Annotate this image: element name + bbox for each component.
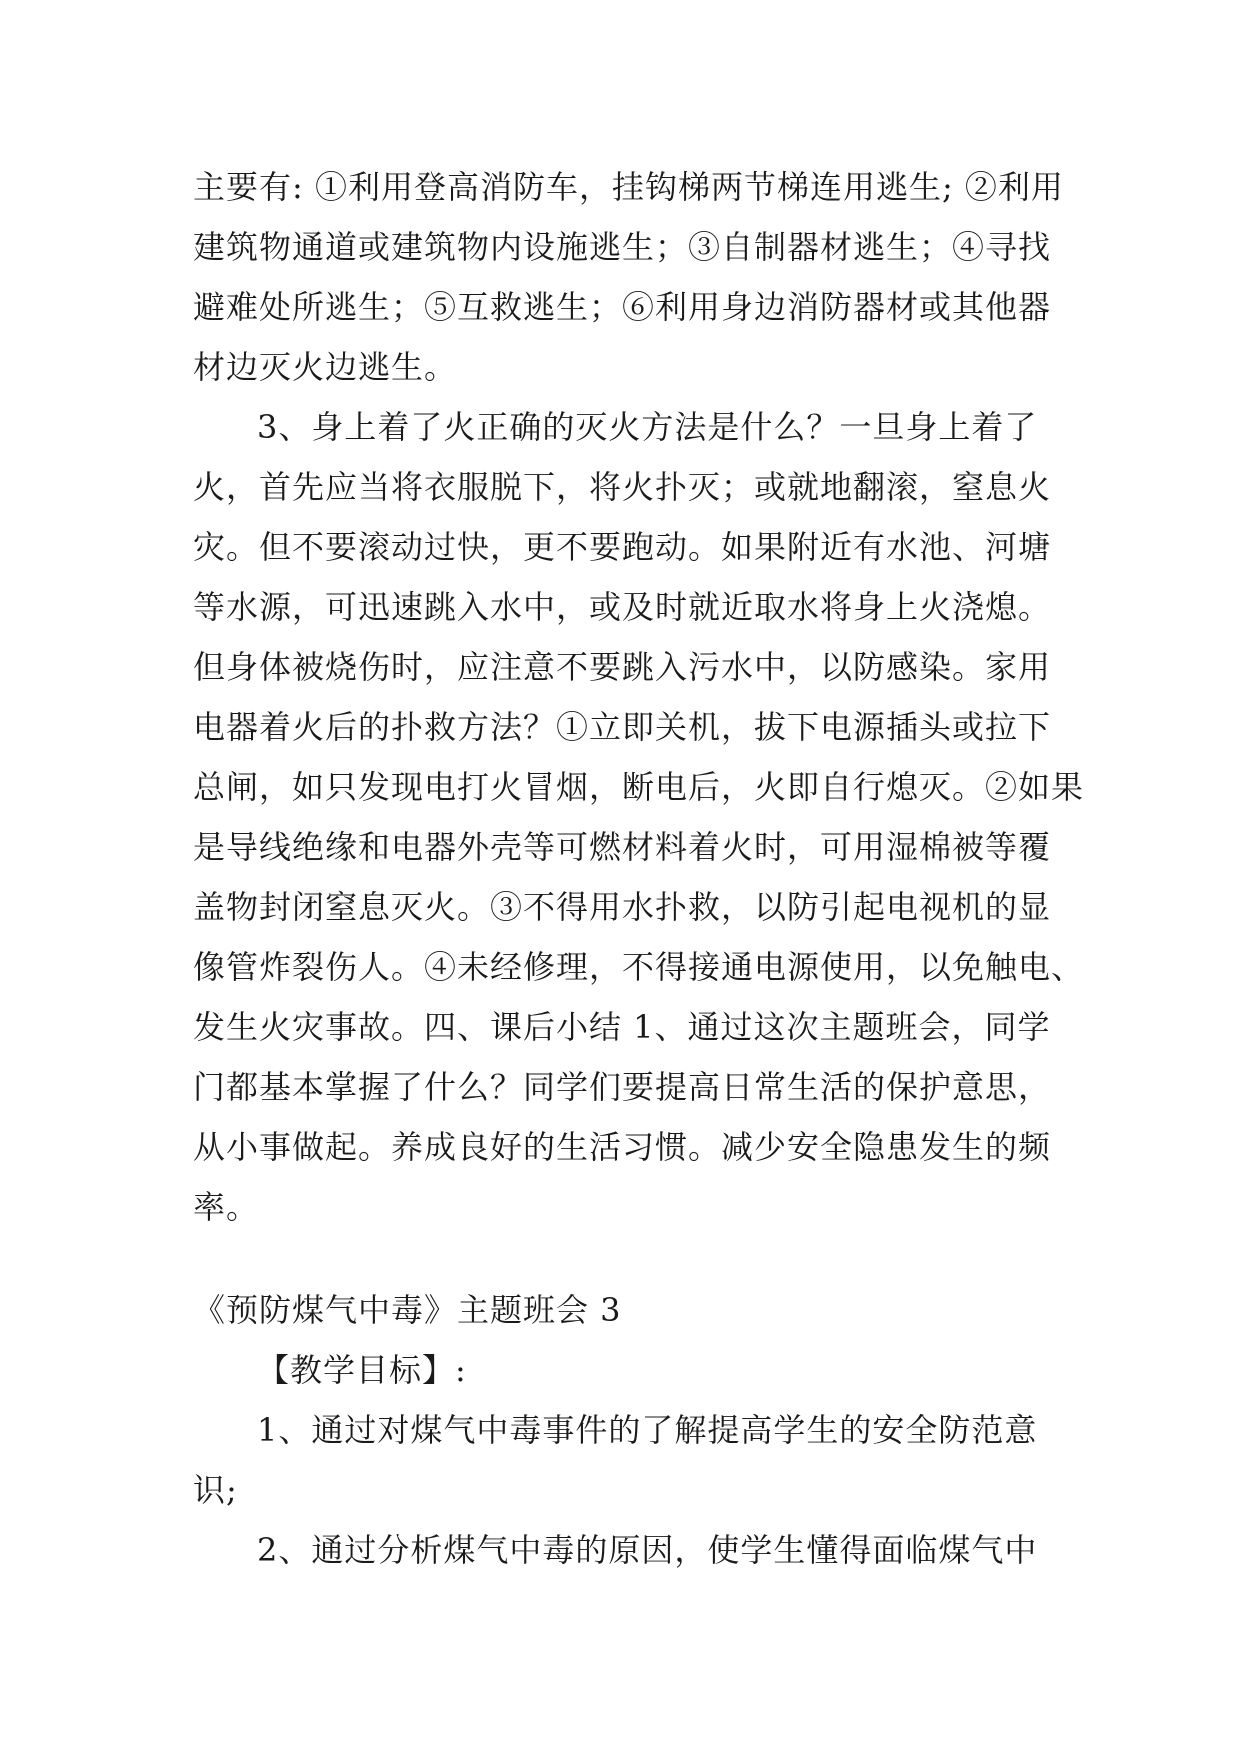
paragraph-start-line: 3、身上着了火正确的灭火方法是什么？一旦身上着了: [257, 408, 1038, 446]
text-line: 灾。但不要滚动过快，更不要跑动。如果附近有水池、河塘: [193, 528, 1052, 566]
text-line: 火，首先应当将衣服脱下，将火扑灭；或就地翻滚，窒息火: [193, 468, 1052, 506]
text-line: 避难处所逃生；⑤互救逃生；⑥利用身边消防器材或其他器: [193, 288, 1052, 326]
text-line: 材边灭火边逃生。: [193, 348, 458, 386]
text-line: 识;: [193, 1471, 238, 1509]
text-line: 发生火灾事故。四、课后小结 1、通过这次主题班会，同学: [193, 1008, 1051, 1046]
text-line: 率。: [193, 1188, 260, 1226]
text-line: 是导线绝缘和电器外壳等可燃材料着火时，可用湿棉被等覆: [193, 828, 1052, 866]
text-line: 等水源，可迅速跳入水中，或及时就近取水将身上火浇熄。: [193, 588, 1052, 626]
section-title: 《预防煤气中毒》主题班会 3: [193, 1291, 622, 1329]
text-line: 盖物封闭窒息灭火。③不得用水扑救，以防引起电视机的显: [193, 888, 1052, 926]
text-line: 主要有: ①利用登高消防车，挂钩梯两节梯连用逃生; ②利用: [193, 168, 1064, 206]
text-line: 像管炸裂伤人。④未经修理，不得接通电源使用，以免触电、: [193, 948, 1085, 986]
text-line: 电器着火后的扑救方法？①立即关机，拔下电源插头或拉下: [193, 708, 1052, 746]
text-line: 从小事做起。养成良好的生活习惯。减少安全隐患发生的频: [193, 1128, 1052, 1166]
paragraph-start-line: 2、通过分析煤气中毒的原因，使学生懂得面临煤气中: [257, 1531, 1038, 1569]
text-line: 门都基本掌握了什么？同学们要提高日常生活的保护意思，: [193, 1068, 1052, 1106]
text-line: 总闸，如只发现电打火冒烟，断电后，火即自行熄灭。②如果: [193, 768, 1085, 806]
paragraph-start-line: 1、通过对煤气中毒事件的了解提高学生的安全防范意: [257, 1411, 1038, 1449]
subsection-heading: 【教学目标】:: [257, 1351, 467, 1389]
text-line: 但身体被烧伤时，应注意不要跳入污水中，以防感染。家用: [193, 648, 1052, 686]
text-line: 建筑物通道或建筑物内设施逃生；③自制器材逃生；④寻找: [193, 228, 1052, 266]
